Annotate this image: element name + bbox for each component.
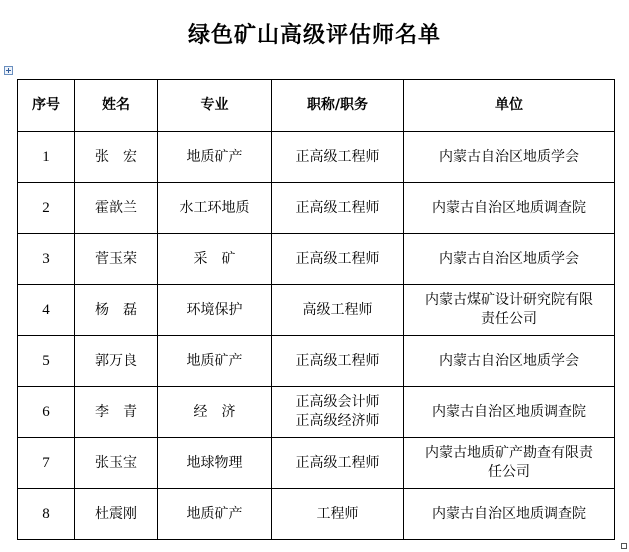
cell-title: 正高级工程师 [272, 234, 404, 285]
cell-name: 张玉宝 [75, 438, 158, 489]
cell-unit: 内蒙古自治区地质学会 [404, 234, 615, 285]
cell-name: 张 宏 [75, 132, 158, 183]
cell-serial: 2 [18, 183, 75, 234]
cell-name: 杜震刚 [75, 489, 158, 540]
cell-serial: 7 [18, 438, 75, 489]
cell-title: 工程师 [272, 489, 404, 540]
document-title: 绿色矿山高级评估师名单 [187, 22, 441, 48]
cell-major: 地质矿产 [158, 489, 272, 540]
table-row [18, 132, 615, 183]
cell-serial: 4 [18, 285, 75, 336]
header-name: 姓名 [75, 80, 158, 132]
table-move-handle-icon[interactable] [4, 66, 13, 75]
cell-major: 地质矿产 [158, 336, 272, 387]
table-row [18, 336, 615, 387]
header-major: 专业 [158, 80, 272, 132]
assessor-roster-table [17, 79, 615, 540]
table-row [18, 183, 615, 234]
cell-title: 正高级工程师 [272, 183, 404, 234]
cell-unit [404, 438, 615, 489]
table-header-row [18, 80, 615, 132]
table-row [18, 234, 615, 285]
cell-unit: 内蒙古自治区地质学会 [404, 336, 615, 387]
header-unit: 单位 [404, 80, 615, 132]
cell-name: 李 青 [75, 387, 158, 438]
table-row [18, 489, 615, 540]
cell-title: 正高级工程师 [272, 336, 404, 387]
header-serial: 序号 [18, 80, 75, 132]
cell-title: 正高级工程师 [272, 438, 404, 489]
cell-title: 正高级工程师 [272, 132, 404, 183]
cell-unit: 内蒙古自治区地质调查院 [404, 183, 615, 234]
cell-major: 水工环地质 [158, 183, 272, 234]
cell-unit [404, 285, 615, 336]
cell-unit-text: 内蒙古地质矿产勘查有限责 任公司 [425, 445, 593, 480]
cell-title-text: 正高级会计师 正高级经济师 [295, 394, 380, 429]
cell-unit: 内蒙古自治区地质调查院 [404, 489, 615, 540]
cell-unit: 内蒙古自治区地质调查院 [404, 387, 615, 438]
header-title: 职称/职务 [272, 80, 404, 132]
cell-serial: 1 [18, 132, 75, 183]
cell-serial: 6 [18, 387, 75, 438]
cell-serial: 3 [18, 234, 75, 285]
cell-name: 霍歆兰 [75, 183, 158, 234]
cell-serial: 5 [18, 336, 75, 387]
cell-title [272, 387, 404, 438]
cell-serial: 8 [18, 489, 75, 540]
cell-major: 地球物理 [158, 438, 272, 489]
cell-name: 菅玉荣 [75, 234, 158, 285]
cell-major: 地质矿产 [158, 132, 272, 183]
cell-name: 杨 磊 [75, 285, 158, 336]
cell-major: 经 济 [158, 387, 272, 438]
cell-major: 采 矿 [158, 234, 272, 285]
table-row [18, 387, 615, 438]
cell-unit: 内蒙古自治区地质学会 [404, 132, 615, 183]
table-row [18, 285, 615, 336]
cell-major: 环境保护 [158, 285, 272, 336]
cell-title: 高级工程师 [272, 285, 404, 336]
cell-name: 郭万良 [75, 336, 158, 387]
cell-unit-text: 内蒙古煤矿设计研究院有限 责任公司 [425, 292, 593, 327]
table-row [18, 438, 615, 489]
table-resize-handle-icon[interactable] [621, 543, 627, 549]
